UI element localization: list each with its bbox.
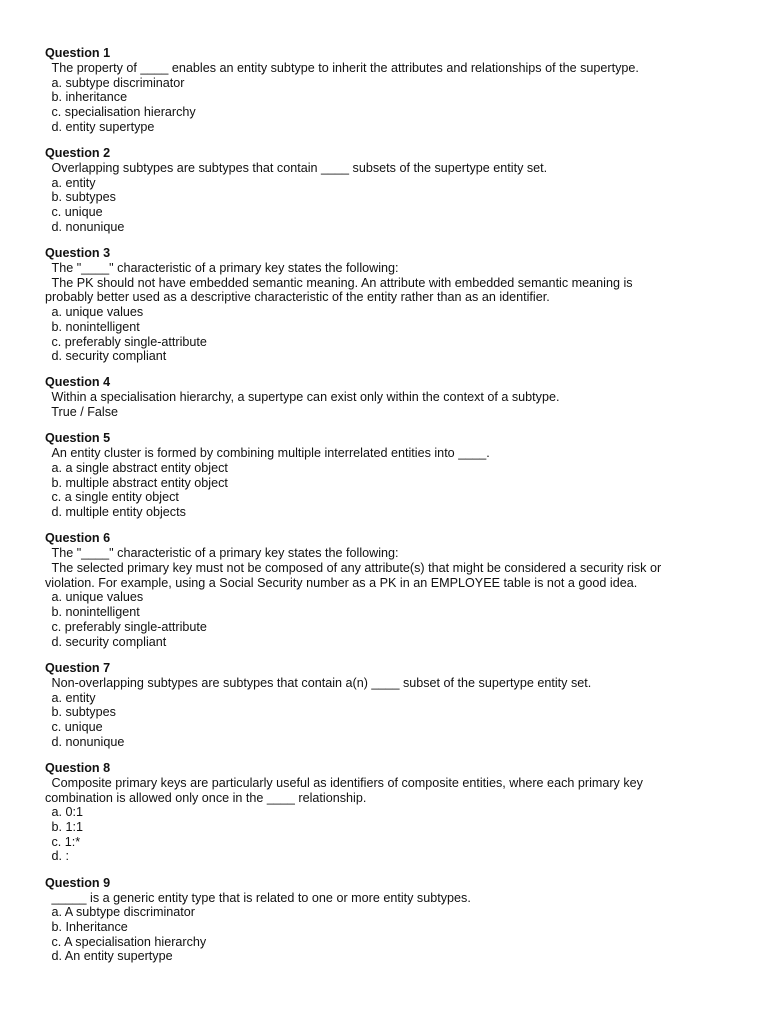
question-text: The property of ____ enables an entity subtype to inherit the attributes and relationships of the supertype. (48, 61, 639, 75)
option-a: a. a single abstract entity object (48, 461, 228, 476)
question-title: Question 4 (45, 375, 111, 390)
question-text: _____ is a generic entity type that is related to one or more entity subtypes. (48, 890, 471, 905)
option-d: d. : (48, 849, 69, 864)
question-title: Question 1 (45, 46, 111, 60)
option-c: c. preferably single-attribute (48, 334, 207, 349)
question-text: The "____" characteristic of a primary key states the following: (48, 546, 399, 561)
option-b: b. inheritance (48, 90, 128, 105)
question-text: The PK should not have embedded semantic meaning. An attribute with embedded semantic meaning is (48, 275, 633, 290)
option-a: a. subtype discriminator (48, 75, 185, 90)
question-4 (45, 375, 725, 419)
option-a: a. entity (48, 690, 96, 705)
option-a: a. unique values (48, 590, 144, 605)
option-b: b. multiple abstract entity object (48, 475, 228, 490)
option-b: b. Inheritance (48, 919, 128, 934)
question-title: Question 2 (45, 146, 111, 161)
option-c: c. specialisation hierarchy (48, 105, 196, 120)
option-d: d. entity supertype (48, 119, 155, 134)
question-text: The "____" characteristic of a primary key states the following: (48, 261, 399, 276)
question-3 (45, 246, 725, 364)
question-text: combination is allowed only once in the ____ relationship. (45, 790, 367, 805)
question-1 (45, 46, 725, 135)
question-text: The selected primary key must not be composed of any attribute(s) that might be considered a security risk or (48, 561, 662, 576)
option-b: b. subtypes (48, 705, 116, 720)
question-9 (45, 876, 725, 965)
question-5 (45, 431, 725, 520)
option-a: a. unique values (48, 305, 144, 320)
option-d: d. security compliant (48, 349, 167, 364)
option-a: a. 0:1 (48, 805, 84, 820)
option-a: a. entity (48, 175, 96, 190)
question-title: Question 8 (45, 760, 111, 775)
option-b: b. nonintelligent (48, 319, 140, 334)
question-7 (45, 661, 725, 750)
quiz-document (45, 46, 725, 976)
option-c: c. unique (48, 205, 103, 220)
question-text: Composite primary keys are particularly useful as identifiers of composite entities, where each primary key (48, 775, 643, 790)
question-title: Question 5 (45, 431, 111, 446)
question-title: Question 3 (45, 246, 111, 261)
option-d: d. security compliant (48, 634, 167, 649)
option-d: d. nonunique (48, 734, 125, 749)
option-a: a. A subtype discriminator (48, 905, 195, 920)
option-c: c. A specialisation hierarchy (48, 934, 207, 949)
question-8 (45, 761, 725, 864)
question-6 (45, 531, 725, 649)
option-b: b. subtypes (48, 190, 116, 205)
option-c: c. 1:* (48, 834, 81, 849)
option-d: d. multiple entity objects (48, 505, 186, 520)
option-d: d. nonunique (48, 219, 125, 234)
option-b: b. nonintelligent (48, 605, 140, 620)
option-true-false: True / False (48, 405, 118, 420)
option-c: c. preferably single-attribute (48, 619, 207, 634)
question-text: probably better used as a descriptive characteristic of the entity rather than as an identifier. (45, 290, 550, 305)
question-2 (45, 146, 725, 235)
question-title: Question 7 (45, 660, 111, 675)
option-c: c. a single entity object (48, 490, 179, 505)
question-text: violation. For example, using a Social Security number as a PK in an EMPLOYEE table is not a good idea. (45, 575, 638, 590)
question-text: Overlapping subtypes are subtypes that contain ____ subsets of the supertype entity set. (48, 161, 548, 176)
question-text: An entity cluster is formed by combining multiple interrelated entities into ____. (48, 446, 490, 461)
question-title: Question 6 (45, 531, 111, 546)
option-c: c. unique (48, 719, 103, 734)
option-d: d. An entity supertype (48, 949, 173, 964)
question-text: Non-overlapping subtypes are subtypes that contain a(n) ____ subset of the supertype entity set. (48, 675, 592, 690)
question-title: Question 9 (45, 875, 111, 890)
option-b: b. 1:1 (48, 819, 84, 834)
question-text: Within a specialisation hierarchy, a supertype can exist only within the context of a subtype. (48, 390, 560, 405)
